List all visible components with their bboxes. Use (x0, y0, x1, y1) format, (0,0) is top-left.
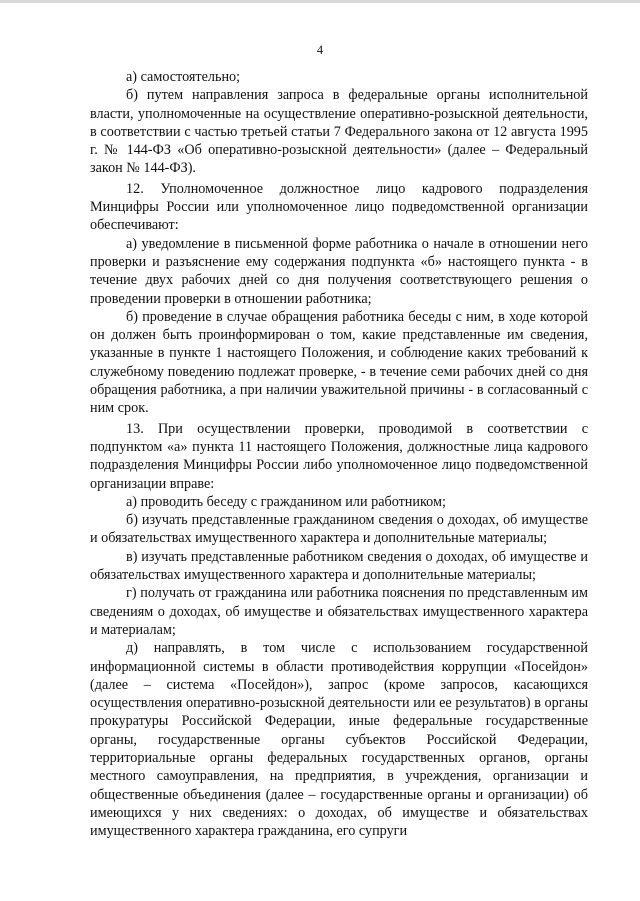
paragraph-13-d: д) направлять, в том числе с использованием государственной информационной системы в области противодействия коррупции «Посейдон» (далее – система «Посейдон»), запрос (кроме запросов, касающихся осуществления оперативно-розыскной деятельности или ее результатов) в органы прокуратуры Российской Федерации, иные федеральные государственные органы, государственные органы субъектов Российской Федерации, территориальные органы федеральных государственных органов, органы местного самоуправления, на предприятия, в учреждения, организации и общественные объединения (далее – государственные органы и организации) об имеющихся у них сведениях: о доходах, об имуществе и обязательствах имущественного характера гражданина, его супруги (90, 640, 588, 840)
paragraph-12-a: а) уведомление в письменной форме работника о начале в отношении него проверки и разъяснение ему содержания подпункта «б» настоящего пункта - в течение двух рабочих дней со дня получения соответствующего решения о проведении проверки в отношении работника; (90, 235, 588, 307)
paragraph-b-request: б) путем направления запроса в федеральные органы исполнительной власти, уполномоченные на осуществление оперативно-розыскной деятельности, в соответствии с частью третьей статьи 7 Федерального закона от 12 августа 1995 г. № 144-ФЗ «Об оперативно-розыскной деятельности» (далее – Федеральный закон № 144-ФЗ). (90, 87, 588, 177)
paragraph-12-b: б) проведение в случае обращения работника беседы с ним, в ходе которой он должен быть проинформирован о том, какие представленные им сведения, указанные в пункте 1 настоящего Положения, и соблюдение каких требований к служебному поведению подлежат проверке, - в течение семи рабочих дней со дня обращения работника, а при наличии уважительной причины - в согласованный с ним срок. (90, 308, 588, 417)
paragraph-13-v: в) изучать представленные работником сведения о доходах, об имуществе и обязательствах имущественного характера и дополнительные материалы; (90, 548, 588, 584)
page-number: 4 (316, 43, 324, 57)
paragraph-13: 13. При осуществлении проверки, проводимой в соответствии с подпунктом «а» пункта 11 настоящего Положения, должностные лица кадрового подразделения Минцифры России либо уполномоченное лицо подведомственной организации вправе: (90, 420, 588, 492)
scan-edge (0, 0, 640, 3)
paragraph-12: 12. Уполномоченное должностное лицо кадрового подразделения Минцифры России или уполномоченное лицо подведомственной организации обеспечивают: (90, 180, 588, 234)
paragraph-13-b: б) изучать представленные гражданином сведения о доходах, об имуществе и обязательствах имущественного характера и дополнительные материалы; (90, 512, 588, 547)
paragraph-a-independently: а) самостоятельно; (126, 69, 241, 85)
paragraph-13-a: а) проводить беседу с гражданином или работником; (126, 493, 446, 510)
document-body (90, 68, 588, 840)
paragraph-13-g: г) получать от гражданина или работника пояснения по представленным им сведениям о доходах, об имуществе и обязательствах имущественного характера и материалам; (90, 585, 588, 638)
